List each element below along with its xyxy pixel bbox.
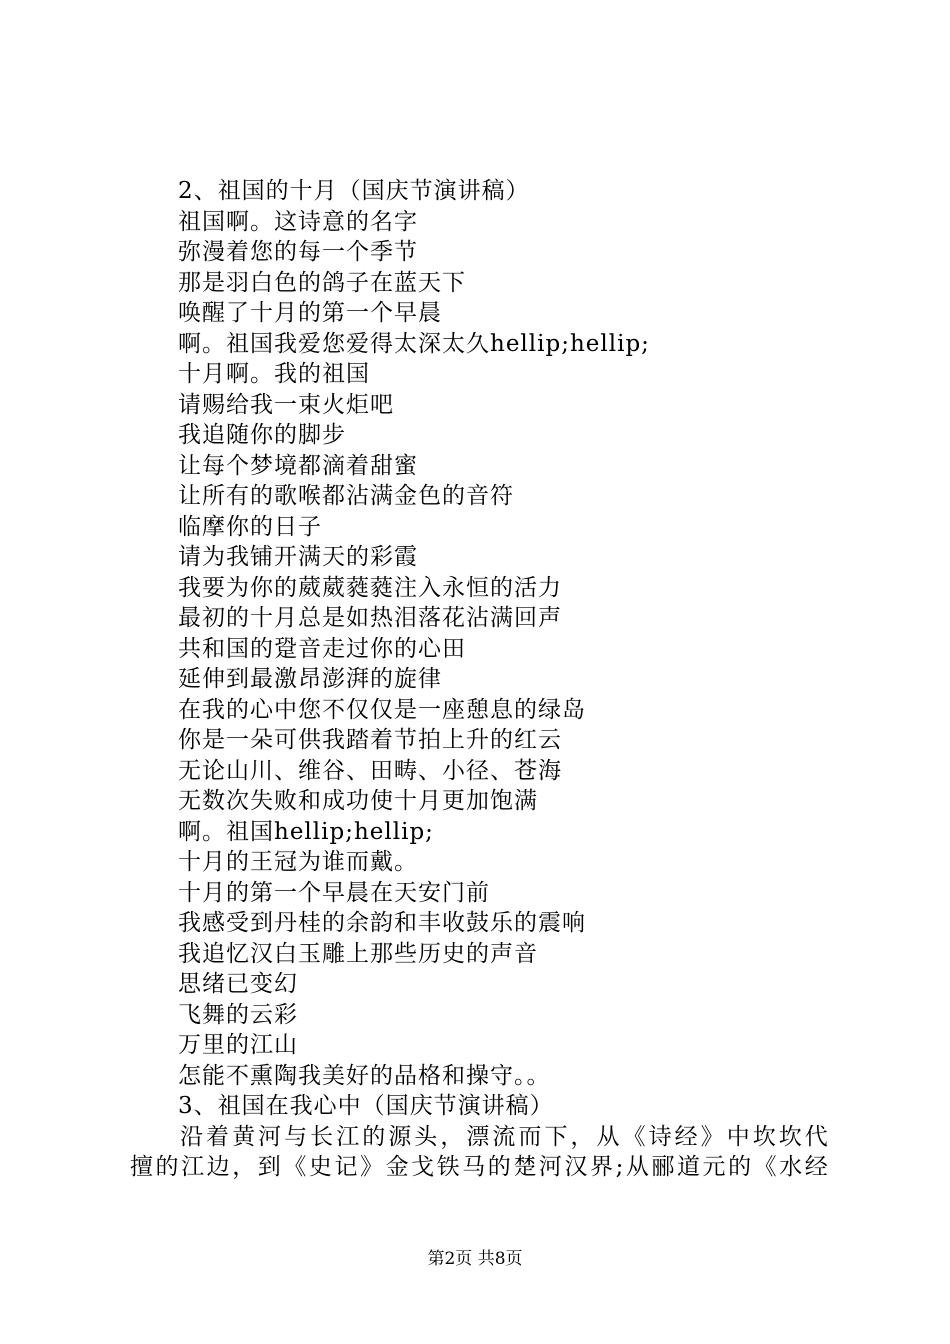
poem-line: 无数次失败和成功使十月更加饱满: [178, 788, 538, 814]
poem-line: 思绪已变幻: [178, 971, 298, 997]
poem-line: 啊。祖国hellip;hellip;: [178, 818, 434, 845]
poem-line: 我追忆汉白玉雕上那些历史的声音: [178, 940, 538, 967]
poem-line: 十月啊。我的祖国: [178, 361, 370, 387]
poem-line: 我追随你的脚步: [178, 422, 346, 448]
poem-line: 临摩你的日子: [178, 513, 322, 540]
poem-line: 那是羽白色的鸽子在蓝天下: [178, 269, 466, 296]
paragraph-line: 擅的江边，到《史记》金戈铁马的楚河汉界;从郦道元的《水经: [130, 1154, 830, 1180]
document-body: [130, 176, 830, 1183]
poem-line: 请赐给我一束火炬吧: [178, 391, 394, 418]
poem-line: 最初的十月总是如热泪落花沾满回声: [178, 605, 562, 631]
poem-line: 十月的第一个早晨在天安门前: [178, 879, 490, 906]
poem-line: 让每个梦境都滴着甜蜜: [178, 452, 418, 479]
poem-line: 十月的王冠为谁而戴。: [178, 849, 418, 875]
poem-line: 延伸到最激昂澎湃的旋律: [178, 666, 442, 692]
poem-line: 祖国啊。这诗意的名字: [178, 208, 418, 235]
poem-line: 飞舞的云彩: [178, 1001, 298, 1028]
page-footer: 第2页 共8页: [427, 1249, 523, 1269]
poem-line: 弥漫着您的每一个季节: [178, 239, 418, 265]
poem-line: 唤醒了十月的第一个早晨: [178, 300, 442, 326]
poem-line: 共和国的跫音走过你的心田: [178, 635, 466, 662]
poem-line: 我感受到丹桂的余韵和丰收鼓乐的震响: [178, 910, 586, 936]
poem-line: 在我的心中您不仅仅是一座憩息的绿岛: [178, 696, 586, 723]
poem-line: 无论山川、维谷、田畴、小径、苍海: [178, 757, 562, 784]
section-heading-2: 2、祖国的十月（国庆节演讲稿）: [178, 178, 530, 204]
poem-line: 怎能不熏陶我美好的品格和操守。。: [178, 1062, 551, 1089]
poem-line: 让所有的歌喉都沾满金色的音符: [178, 483, 514, 509]
section-heading-3: 3、祖国在我心中（国庆节演讲稿）: [178, 1093, 554, 1119]
section3-paragraph: [130, 1122, 830, 1183]
poem: [130, 207, 830, 1092]
poem-line: 万里的江山: [178, 1032, 298, 1058]
poem-line: 我要为你的葳葳蕤蕤注入永恒的活力: [178, 574, 562, 601]
paragraph-line: 沿着黄河与长江的源头，漂流而下，从《诗经》中坎坎代: [180, 1123, 830, 1150]
poem-line: 啊。祖国我爱您爱得太深太久hellip;hellip;: [178, 330, 650, 357]
poem-line: 请为我铺开满天的彩霞: [178, 544, 418, 570]
poem-line: 你是一朵可供我踏着节拍上升的红云: [178, 727, 562, 753]
